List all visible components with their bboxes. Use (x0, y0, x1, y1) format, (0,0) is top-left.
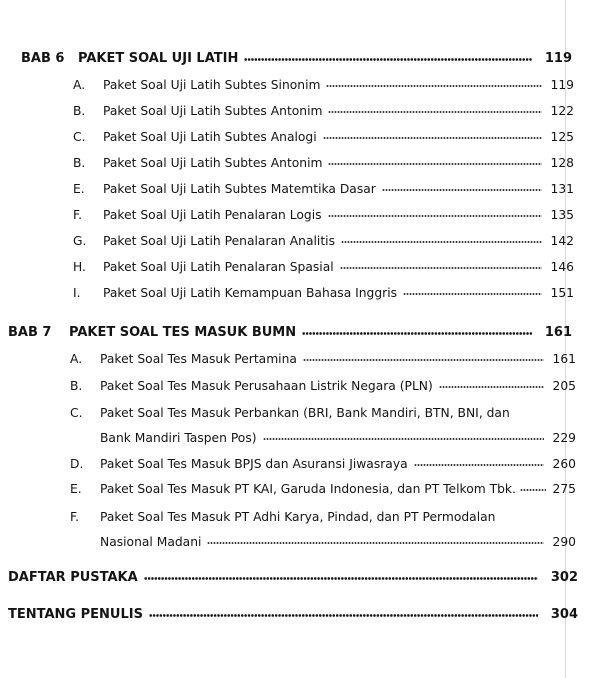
entry-title: Paket Soal Tes Masuk BPJS dan Asuransi Jiwasraya (100, 457, 408, 471)
dot-leader (439, 384, 544, 389)
entry-title-continuation: Nasional Madani (100, 535, 202, 549)
entry-letter: F. (73, 208, 83, 222)
toc-entry[interactable] (0, 148, 600, 170)
entry-letter: B. (70, 379, 83, 393)
entry-title: Paket Soal Uji Latih Kemampuan Bahasa Inggris (103, 286, 398, 300)
chapter-title: PAKET SOAL TES MASUK BUMN (69, 325, 297, 340)
back-matter-title: DAFTAR PUSTAKA (8, 570, 138, 585)
dot-leader (328, 213, 542, 218)
entry-letter: E. (70, 482, 82, 496)
entry-letter: E. (73, 182, 85, 196)
entry-letter: A. (70, 352, 83, 366)
entry-letter: I. (73, 286, 81, 300)
toc-entry-first-line[interactable] (0, 502, 600, 524)
entry-title: Paket Soal Uji Latih Penalaran Logis (103, 208, 322, 222)
dot-leader (263, 436, 544, 441)
entry-title: Paket Soal Tes Masuk Perbankan (BRI, Bank Mandiri, BTN, BNI, dan (100, 406, 510, 420)
entry-title: Paket Soal Uji Latih Penalaran Spasial (103, 260, 334, 274)
chapter-label: BAB 6 (21, 51, 65, 66)
dot-leader (323, 135, 542, 140)
dot-leader (520, 487, 546, 492)
dot-leader (207, 540, 544, 545)
entry-letter: F. (70, 510, 80, 524)
entry-title: Paket Soal Uji Latih Subtes Antonim (103, 156, 323, 170)
entry-letter: B. (73, 104, 86, 118)
entry-page-number: 205 (552, 379, 576, 393)
toc-daftar-pustaka[interactable] (0, 563, 600, 585)
entry-page-number: 135 (550, 208, 574, 222)
entry-letter: G. (73, 234, 87, 248)
toc-chapter-bab-7[interactable] (0, 318, 600, 340)
entry-page-number: 161 (552, 352, 576, 366)
toc-entry-first-line[interactable] (0, 398, 600, 420)
dot-leader (414, 462, 544, 467)
entry-title: Paket Soal Uji Latih Penalaran Analitis (103, 234, 335, 248)
toc-entry-continuation[interactable] (0, 527, 600, 549)
entry-title: Paket Soal Uji Latih Subtes Sinonim (103, 78, 321, 92)
toc-entry[interactable] (0, 252, 600, 274)
dot-leader (303, 357, 544, 362)
chapter-page-number: 161 (544, 325, 572, 340)
entry-page-number: 229 (552, 431, 576, 445)
toc-chapter-bab-6[interactable] (0, 44, 600, 66)
dot-leader (340, 265, 542, 270)
entry-page-number: 275 (552, 482, 576, 496)
entry-page-number: 146 (550, 260, 574, 274)
entry-title-continuation: Bank Mandiri Taspen Pos) (100, 431, 257, 445)
toc-entry[interactable] (0, 449, 600, 471)
entry-title: Paket Soal Tes Masuk Perusahaan Listrik Negara (PLN) (100, 379, 433, 393)
entry-letter: D. (70, 457, 84, 471)
chapter-title: PAKET SOAL UJI LATIH (78, 51, 239, 66)
dot-leader (149, 613, 538, 618)
entry-page-number: 122 (550, 104, 574, 118)
entry-title: Paket Soal Tes Masuk PT KAI, Garuda Indonesia, dan PT Telkom Tbk. (100, 482, 516, 496)
entry-letter: C. (73, 130, 86, 144)
entry-letter: A. (73, 78, 86, 92)
entry-letter: B. (73, 156, 86, 170)
back-matter-title: TENTANG PENULIS (8, 607, 143, 622)
entry-page-number: 128 (550, 156, 574, 170)
toc-entry[interactable] (0, 122, 600, 144)
toc-entry[interactable] (0, 70, 600, 92)
toc-entry[interactable] (0, 200, 600, 222)
dot-leader (403, 291, 542, 296)
dot-leader (326, 83, 542, 88)
back-matter-page-number: 302 (550, 570, 578, 585)
dot-leader (382, 187, 542, 192)
entry-page-number: 125 (550, 130, 574, 144)
entry-page-number: 142 (550, 234, 574, 248)
entry-title: Paket Soal Uji Latih Subtes Matemtika Dasar (103, 182, 376, 196)
entry-page-number: 151 (550, 286, 574, 300)
toc-entry[interactable] (0, 174, 600, 196)
back-matter-page-number: 304 (550, 607, 578, 622)
entry-letter: C. (70, 406, 83, 420)
toc-entry[interactable] (0, 474, 600, 496)
entry-title: Paket Soal Tes Masuk Pertamina (100, 352, 297, 366)
chapter-label: BAB 7 (8, 325, 52, 340)
toc-entry[interactable] (0, 278, 600, 300)
dot-leader (302, 331, 532, 336)
dot-leader (144, 576, 538, 581)
entry-page-number: 290 (552, 535, 576, 549)
toc-entry-continuation[interactable] (0, 423, 600, 445)
toc-entry[interactable] (0, 96, 600, 118)
entry-page-number: 119 (550, 78, 574, 92)
dot-leader (341, 239, 542, 244)
toc-tentang-penulis[interactable] (0, 600, 600, 622)
entry-letter: H. (73, 260, 86, 274)
entry-page-number: 260 (552, 457, 576, 471)
dot-leader (328, 161, 542, 166)
entry-title: Paket Soal Uji Latih Subtes Analogi (103, 130, 317, 144)
toc-entry[interactable] (0, 344, 600, 366)
entry-title: Paket Soal Tes Masuk PT Adhi Karya, Pindad, dan PT Permodalan (100, 510, 496, 524)
entry-title: Paket Soal Uji Latih Subtes Antonim (103, 104, 323, 118)
entry-page-number: 131 (550, 182, 574, 196)
dot-leader (244, 57, 532, 62)
toc-entry[interactable] (0, 371, 600, 393)
chapter-page-number: 119 (544, 51, 572, 66)
dot-leader (328, 109, 542, 114)
toc-entry[interactable] (0, 226, 600, 248)
